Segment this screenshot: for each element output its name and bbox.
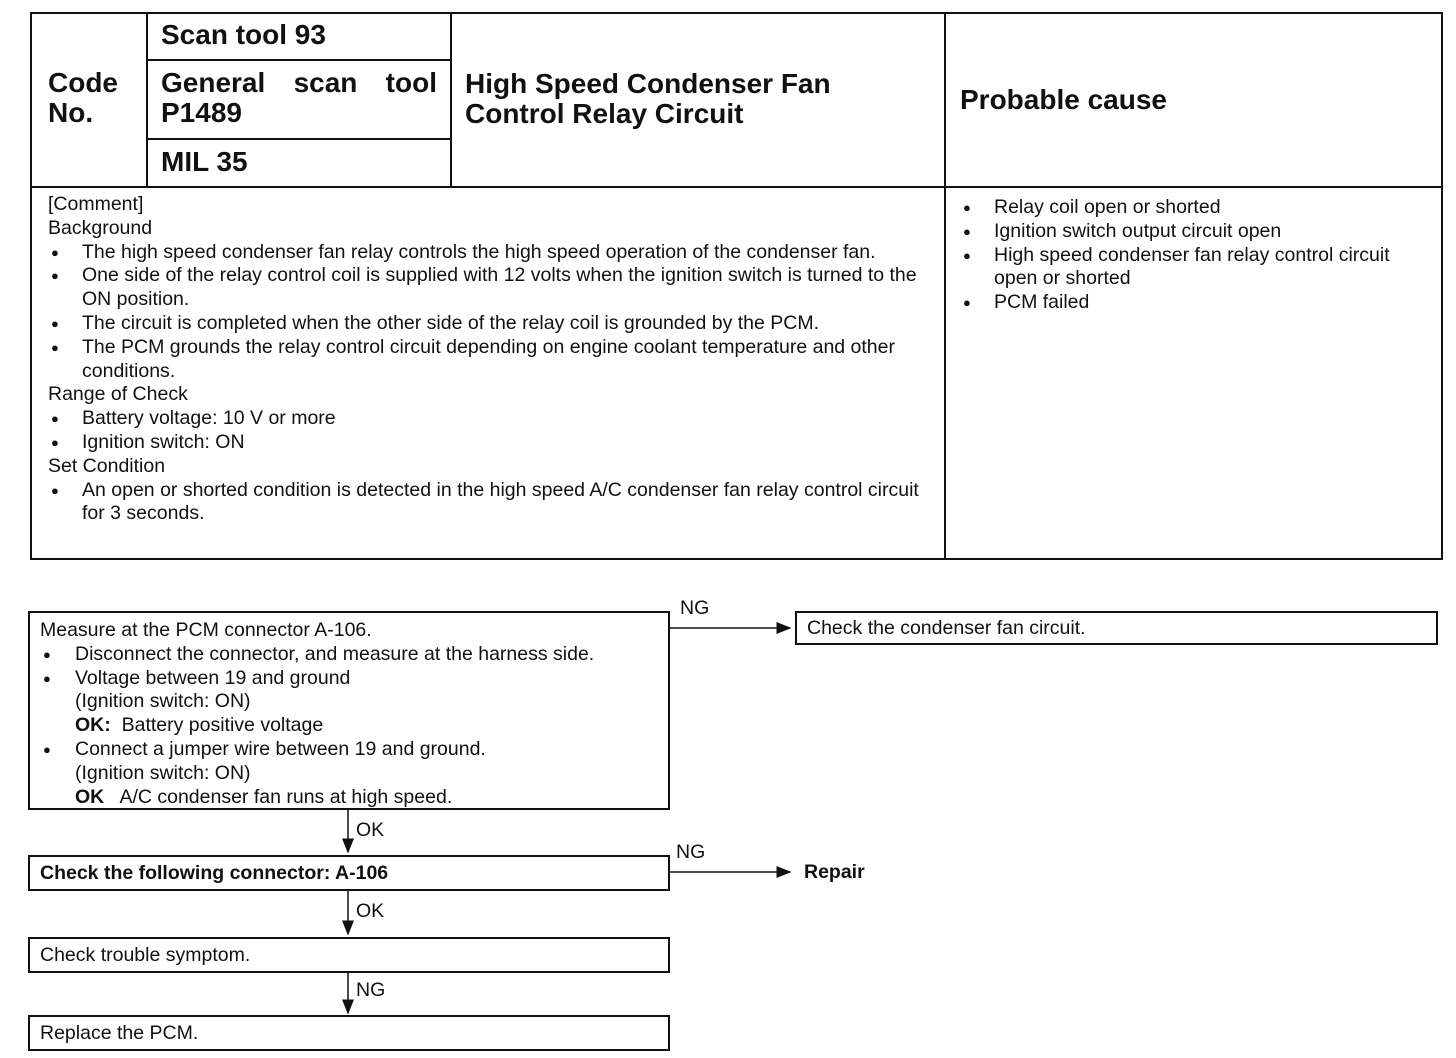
- ok-label: OK:: [75, 714, 111, 737]
- probable-cause-heading: Probable cause: [960, 84, 1167, 115]
- list-item: ● An open or shorted condition is detected in the high speed A/C condenser fan relay control circuit for 3 seconds.: [48, 479, 928, 527]
- list-item: ● The PCM grounds the relay control circuit depending on engine coolant temperature and other conditions.: [48, 336, 928, 384]
- ok-label: OK: [356, 900, 385, 922]
- step-symptom-box: [28, 937, 670, 973]
- ng-label: NG: [356, 979, 386, 1001]
- step-replace-text: Replace the PCM.: [40, 1022, 199, 1044]
- ng-label: NG: [680, 597, 710, 619]
- ng-action-box: [795, 611, 1438, 645]
- condition-text: (Ignition switch: ON): [75, 690, 251, 713]
- ok-criterion: OK: Battery positive voltage: [75, 714, 324, 737]
- list-item: ● Voltage between 19 and ground: [40, 667, 658, 691]
- list-item: ● The high speed condenser fan relay controls the high speed operation of the condenser fan.: [48, 241, 928, 265]
- list-item: ● Battery voltage: 10 V or more: [48, 407, 928, 431]
- ok-label: OK: [75, 785, 105, 808]
- list-item: ● Disconnect the connector, and measure at the harness side.: [40, 643, 658, 667]
- list-item: ● Ignition switch output circuit open: [960, 220, 1430, 244]
- list-item: ● Connect a jumper wire between 19 and ground.: [40, 738, 658, 762]
- dtc-title: High Speed Condenser Fan Control Relay Circuit: [465, 68, 831, 129]
- general-scan-tool-code: General scan tool P1489: [161, 67, 437, 128]
- step-symptom-text: Check trouble symptom.: [40, 944, 251, 966]
- list-item: ● PCM failed: [960, 291, 1430, 315]
- range-heading: Range of Check: [48, 383, 188, 406]
- repair-action: Repair: [804, 861, 865, 883]
- step-measure-box: [28, 611, 670, 810]
- list-item: ● The circuit is completed when the other side of the relay coil is grounded by the PCM.: [48, 312, 928, 336]
- list-item: ● Ignition switch: ON: [48, 431, 928, 455]
- list-item: ● Relay coil open or shorted: [960, 196, 1430, 220]
- ng-label: NG: [676, 841, 706, 863]
- ok-label: OK: [356, 819, 385, 841]
- ok-criterion: OK A/C condenser fan runs at high speed.: [75, 785, 453, 808]
- scan-tool-code: Scan tool 93: [161, 19, 326, 50]
- condition-text: (Ignition switch: ON): [75, 761, 251, 784]
- step-replace-box: [28, 1015, 670, 1051]
- step-connector-text: Check the following connector: A-106: [40, 862, 389, 884]
- ng-action-text: Check the condenser fan circuit.: [807, 617, 1086, 639]
- step-measure-title: Measure at the PCM connector A-106.: [40, 619, 372, 641]
- background-heading: Background: [48, 216, 153, 239]
- step-connector-box: [28, 855, 670, 891]
- list-item: ● One side of the relay control coil is supplied with 12 volts when the ignition switch is turned to the ON position.: [48, 264, 928, 312]
- comment-heading: [Comment]: [48, 193, 144, 215]
- list-item: ● High speed condenser fan relay control circuit open or shorted: [960, 244, 1430, 292]
- mil-code: MIL 35: [161, 146, 248, 177]
- code-no-label: Code No.: [48, 67, 118, 128]
- set-condition-heading: Set Condition: [48, 454, 166, 477]
